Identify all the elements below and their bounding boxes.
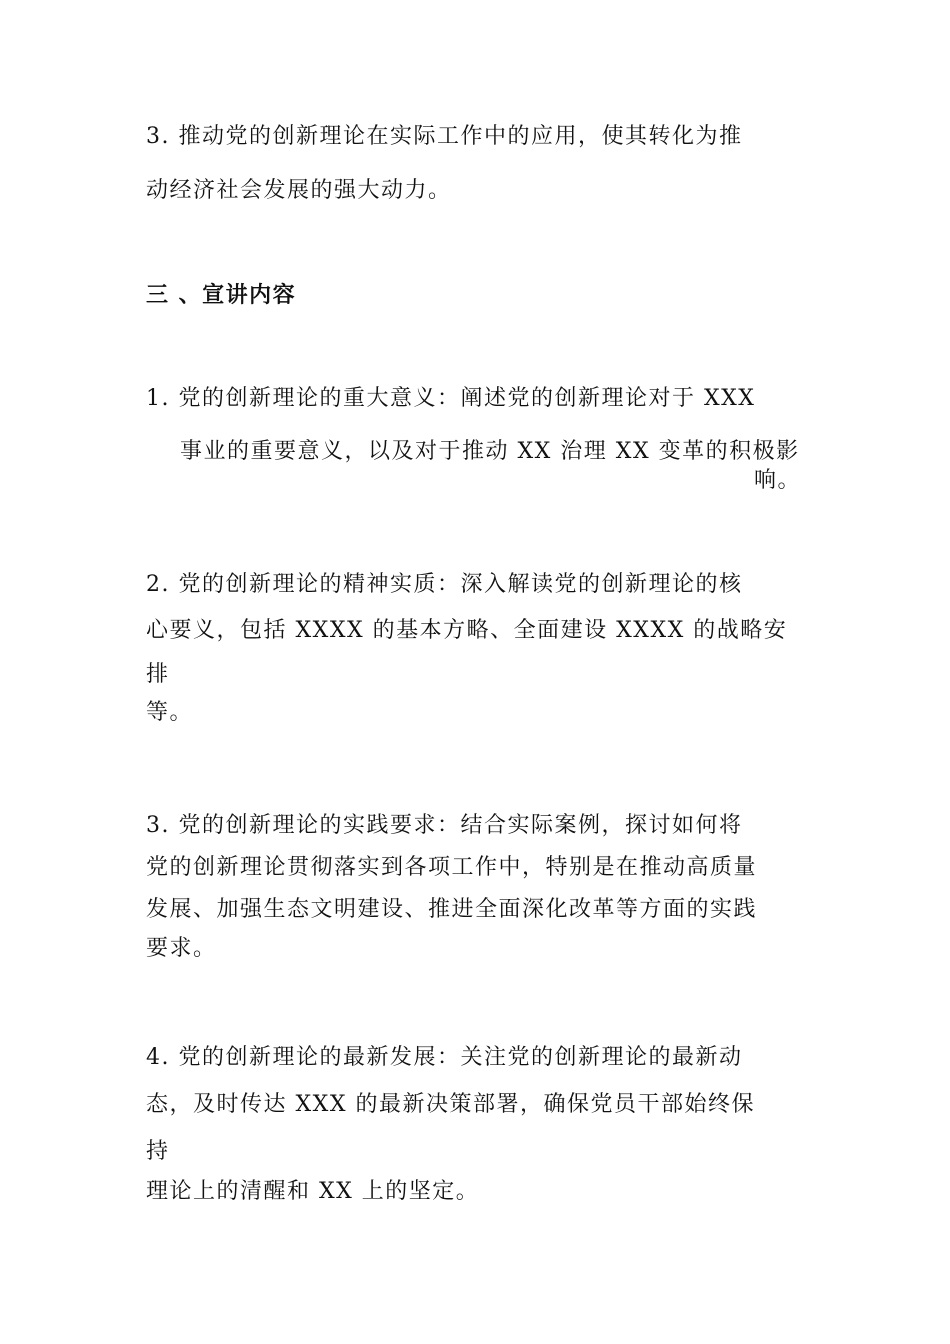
- section-heading: 三 、宣讲内容: [146, 283, 297, 308]
- content-item-1-line-1: 1. 党的创新理论的重大意义：阐述党的创新理论对于 XXX: [146, 386, 756, 411]
- content-item-3-line-3: 发展、加强生态文明建设、推进全面深化改革等方面的实践: [146, 897, 758, 922]
- content-item-2-line-1: 2. 党的创新理论的精神实质：深入解读党的创新理论的核: [146, 572, 743, 597]
- content-item-4-line-4: 理论上的清醒和 XX 上的坚定。: [146, 1179, 480, 1204]
- content-item-2-line-4: 等。: [146, 700, 194, 725]
- intro-item-3-line-2: 动经济社会发展的强大动力。: [146, 178, 452, 203]
- intro-item-3-line-1: 3. 推动党的创新理论在实际工作中的应用，使其转化为推: [146, 124, 743, 149]
- content-item-4-line-1: 4. 党的创新理论的最新发展：关注党的创新理论的最新动: [146, 1045, 743, 1070]
- content-item-4-line-2: 态，及时传达 XXX 的最新决策部署，确保党员干部始终保: [146, 1092, 755, 1117]
- content-item-2-line-3: 排: [146, 662, 170, 687]
- content-item-3-line-2: 党的创新理论贯彻落实到各项工作中，特别是在推动高质量: [146, 855, 758, 880]
- content-item-1-line-3: 响。: [753, 468, 801, 493]
- content-item-3-line-1: 3. 党的创新理论的实践要求：结合实际案例，探讨如何将: [146, 813, 743, 838]
- content-item-2-line-2: 心要义，包括 XXXX 的基本方略、全面建设 XXXX 的战略安: [146, 618, 788, 643]
- content-item-4-line-3: 持: [146, 1139, 170, 1164]
- content-item-3-line-4: 要求。: [146, 936, 217, 961]
- content-item-1-line-2: 事业的重要意义，以及对于推动 XX 治理 XX 变革的积极影: [180, 439, 800, 464]
